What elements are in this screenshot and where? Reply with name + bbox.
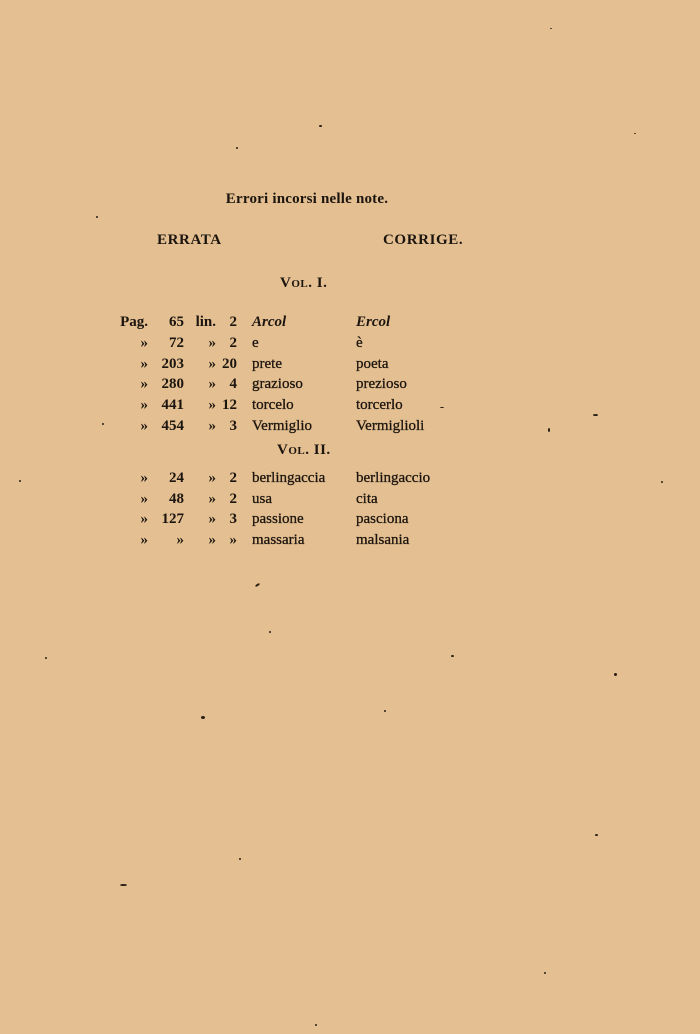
paper-speck	[201, 716, 205, 719]
corrige-text: malsania	[356, 532, 410, 548]
paper-speck	[239, 858, 241, 860]
page-abbrev: »	[140, 397, 148, 413]
errata-column-header: ERRATA	[157, 232, 222, 248]
corrige-text: berlingaccio	[356, 470, 431, 486]
line-number: 3	[229, 511, 237, 527]
corrige-column-header: CORRIGE.	[383, 232, 464, 248]
paper-speck	[269, 631, 271, 633]
volume-1-heading: Vol. I.	[280, 275, 328, 291]
corrige-text: Ercol	[356, 314, 391, 330]
paper-speck	[45, 657, 47, 659]
paper-speck	[255, 583, 260, 588]
line-abbrev: »	[208, 356, 216, 372]
page-abbrev: »	[140, 335, 148, 351]
page-abbrev: »	[140, 356, 148, 372]
errata-text: torcelo	[252, 397, 294, 413]
line-abbrev: lin.	[195, 314, 216, 330]
paper-speck	[440, 407, 444, 408]
paper-speck	[102, 423, 104, 425]
corrige-text: prezioso	[356, 376, 407, 392]
page-abbrev: »	[140, 491, 148, 507]
volume-2-heading: Vol. II.	[277, 442, 331, 458]
line-abbrev: »	[208, 397, 216, 413]
errata-text: e	[252, 335, 259, 351]
paper-speck	[548, 428, 550, 432]
line-number: 2	[229, 470, 237, 486]
errata-row	[0, 470, 700, 490]
line-abbrev: »	[208, 335, 216, 351]
paper-speck	[319, 125, 322, 127]
page-abbrev: »	[140, 376, 148, 392]
page-title: Errori incorsi nelle note.	[225, 191, 389, 207]
page-number: 454	[161, 418, 184, 434]
page-number: 441	[161, 397, 184, 413]
paper-speck	[451, 655, 454, 657]
paper-speck	[544, 972, 546, 974]
paper-speck	[595, 834, 598, 836]
corrige-text: pasciona	[356, 511, 409, 527]
line-number: 20	[222, 356, 237, 372]
line-abbrev: »	[208, 511, 216, 527]
corrige-text: è	[356, 335, 363, 351]
page-number: 65	[169, 314, 184, 330]
page-abbrev: »	[140, 532, 148, 548]
line-number: »	[229, 532, 237, 548]
page-abbrev: »	[140, 470, 148, 486]
paper-speck	[614, 673, 617, 676]
errata-text: Vermiglio	[252, 418, 312, 434]
paper-speck	[661, 481, 663, 483]
page-abbrev: »	[140, 418, 148, 434]
errata-text: grazioso	[252, 376, 303, 392]
page-abbrev: Pag.	[120, 314, 148, 330]
errata-row	[0, 511, 700, 531]
page-number: 48	[169, 491, 184, 507]
errata-row	[0, 491, 700, 511]
line-abbrev: »	[208, 532, 216, 548]
errata-row	[0, 376, 700, 396]
errata-text: prete	[252, 356, 282, 372]
paper-speck	[593, 414, 598, 416]
page-number: 24	[169, 470, 184, 486]
page-abbrev: »	[140, 511, 148, 527]
corrige-text: torcerlo	[356, 397, 403, 413]
line-abbrev: »	[208, 376, 216, 392]
errata-text: berlingaccia	[252, 470, 326, 486]
page-number: 280	[161, 376, 184, 392]
paper-speck	[315, 1024, 317, 1026]
errata-row	[0, 356, 700, 376]
page-number: 72	[169, 335, 184, 351]
line-abbrev: »	[208, 491, 216, 507]
errata-row	[0, 314, 700, 334]
paper-speck	[384, 710, 386, 712]
paper-speck	[19, 480, 21, 482]
page-number: »	[176, 532, 184, 548]
page-number: 127	[161, 511, 184, 527]
paper-speck	[236, 147, 238, 149]
paper-speck	[550, 28, 552, 29]
line-abbrev: »	[208, 470, 216, 486]
line-number: 2	[229, 314, 237, 330]
line-number: 12	[222, 397, 237, 413]
line-number: 2	[229, 335, 237, 351]
paper-speck	[634, 133, 636, 134]
line-number: 4	[229, 376, 237, 392]
paper-speck	[96, 216, 98, 218]
line-abbrev: »	[208, 418, 216, 434]
errata-text: massaria	[252, 532, 305, 548]
errata-row	[0, 418, 700, 438]
errata-row	[0, 335, 700, 355]
errata-row	[0, 532, 700, 552]
corrige-text: Vermiglioli	[356, 418, 425, 434]
errata-text: passione	[252, 511, 304, 527]
line-number: 3	[229, 418, 237, 434]
corrige-text: poeta	[356, 356, 389, 372]
errata-text: usa	[252, 491, 272, 507]
page-number: 203	[161, 356, 184, 372]
line-number: 2	[229, 491, 237, 507]
corrige-text: cita	[356, 491, 378, 507]
errata-text: Arcol	[252, 314, 287, 330]
paper-speck	[120, 884, 127, 886]
